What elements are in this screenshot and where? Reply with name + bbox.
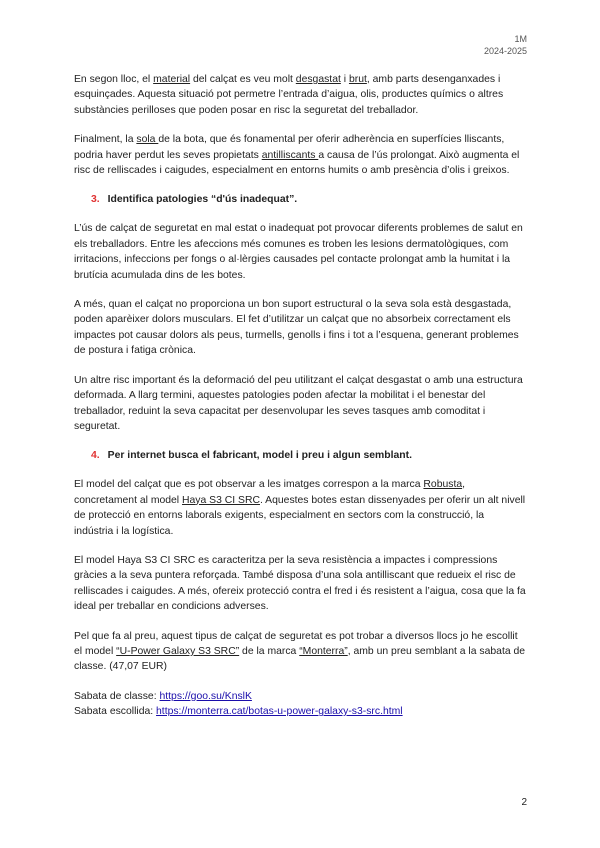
paragraph-muscular-pain: A més, quan el calçat no proporciona un bon suport estructural o la seva sola està desgastada, poden aparèixer dolors musculars. El fet d’utilitzar un calçat que no absorbeix correctament els impactes pot causar dolors als peus, turmells, genolls i fins i tot a l’esquena, generant problemes de postura i fatiga crònica. (74, 299, 519, 357)
paragraph-features: El model Haya S3 CI SRC es caracteritza per la seva resistència a impactes i compressions gràcies a la seva puntera reforçada. També disposa d’una sola antilliscant que redueix el risc de relliscades i caigudes. A més, ofereix protecció contra el fred i és resistent a l’aigua, cosa que la fa ideal per treballar en condicions adverses. (74, 554, 526, 613)
header-year: 2024-2025 (483, 46, 527, 56)
document-body (74, 72, 526, 720)
page-header (484, 33, 527, 57)
paragraph-deformation: Un altre risc important és la deformació del peu utilitzant el calçat desgastat o amb una estructura deformada. A llarg termini, aquestes patologies poden afectar la mobilitat i el benestar del treballador, reduint la seva capacitat per desenvolupar les seves tasques amb comoditat i seguretat. (74, 374, 523, 432)
link-chosen-shoe: Sabata escollida: https://monterra.cat/botas-u-power-galaxy-s3-src.html (74, 706, 403, 718)
page-number: 2 (521, 797, 527, 808)
class-shoe-link[interactable]: https://goo.su/KnslK (159, 690, 252, 702)
link-class-shoe: Sabata de classe: https://goo.su/KnslK (74, 690, 252, 702)
paragraph-material: En segon lloc, el material del calçat es veu molt desgastat i brut, amb parts desenganxades i esquinçades. Aquesta situació pot permetre l’entrada d’aigua, olis, productes químics o altres substàncies perilloses que poden posar en risc la seguretat del treballador. (74, 74, 504, 116)
paragraph-sole: Finalment, la sola de la bota, que és fonamental per oferir adherència en superfícies lliscants, podria haver perdut les seves propietats antilliscants a causa de l’ús prolongat. Això augmenta el risc de relliscades i caigudes, especialment en entorns humits o amb presència d’olis i greixos. (74, 134, 520, 177)
section-heading-4: 4. Per internet busca el fabricant, model i preu i algun semblant. (91, 450, 412, 462)
header-class: 1M (514, 34, 527, 44)
paragraph-model: El model del calçat que es pot observar a les imatges correspon a la marca Robusta, concretament al model Haya S3 CI SRC. Aquestes botes estan dissenyades per oferir un alt nivell de protecció en entorns laborals exigents, especialment en sectors com la construcció, la indústria i la logística. (74, 479, 526, 537)
paragraph-price: Pel que fa al preu, aquest tipus de calçat de seguretat es pot trobar a diversos llocs jo he escollit el model “U-Power Galaxy S3 SRC” de la marca “Monterra”, amb un preu semblant a la sabata de classe. (47,07 EUR) (74, 630, 526, 673)
paragraph-pathologies: L’ús de calçat de seguretat en mal estat o inadequat pot provocar diferents problemes de salut en els treballadors. Entre les afeccions més comunes es troben les lesions dermatològiques, com irritacions, infeccions per fongs o al·lèrgies causades pel contacte prolongat amb la humitat i la brutícia acumulada dins de les botes. (74, 223, 523, 281)
section-heading-3: 3. Identifica patologies “d'ús inadequat”. (91, 194, 298, 206)
chosen-shoe-link[interactable]: https://monterra.cat/botas-u-power-galaxy-s3-src.html (156, 706, 403, 718)
